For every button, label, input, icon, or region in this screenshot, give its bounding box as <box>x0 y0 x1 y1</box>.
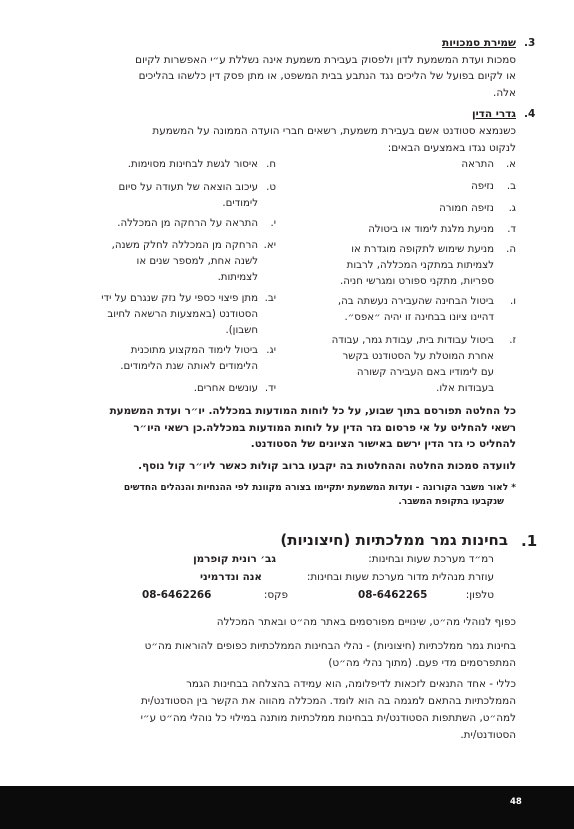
exams-section-title: בחינות גמר ממלכתיות (חיצוניות) <box>280 531 508 549</box>
exams-section-number: 1. <box>521 532 538 550</box>
penalty-text-line: לצמיתות. <box>217 272 258 283</box>
publication-rule-line: רשאי להחליט על אי פרסום גזר הדין על לוחות המודעות במכללה.כן רשאי היו״ר <box>133 422 516 434</box>
phone-number: 08-6462265 <box>358 589 428 601</box>
penalty-text-line: לימודים. <box>222 198 258 209</box>
penalty-text-line: עיכוב הוצאה של תעודה על סיום <box>118 182 258 193</box>
penalty-text-line: חשבון). <box>225 325 258 336</box>
penalty-text-line: הלימודים לאותה שנת הלימודים. <box>120 361 258 372</box>
publication-rule-line: להחליט כי גזר הדין ירשם באישור הציונים של הסטודנט. <box>250 438 516 450</box>
penalty-label: יד. <box>264 383 276 394</box>
penalty-label: ב. <box>506 181 516 192</box>
footer-bar <box>0 786 574 829</box>
publication-rule-line: כל החלטה תפורסם בתוך שבוע, על כל לוחות המודעות במכללה. יו״ר ועדת המשמעת <box>109 405 516 417</box>
penalty-label: י. <box>270 218 276 229</box>
section-3-number: 3. <box>524 37 536 49</box>
exams-paragraph-3-line: כללי - אחד התנאים לזכאות לדיפלומה, הוא עמידה בהצלחה בבחינות הגמר <box>186 678 516 690</box>
penalty-text-line: איסור לגשת לבחינות מסוימות. <box>127 159 258 170</box>
section-3-text-line: אלה. <box>493 87 516 99</box>
penalty-text-line: הרחקה מן המכללה לחלק משנה, <box>111 240 258 251</box>
penalty-text-line: נזיפה חמורה <box>439 203 494 214</box>
penalty-label: ג. <box>508 203 516 214</box>
section-3-text-line: סמכות ועדת המשמעת לדון ולפסוק בעבירת משמעת אינה נשללת ע״י האפשרות לקיום <box>135 54 516 66</box>
penalty-text-line: בעבודות אלו. <box>436 383 494 394</box>
penalty-label: יא. <box>263 240 276 251</box>
penalty-text-line: ביטול הבחינה שהעבירה נעשתה בה, <box>337 296 494 307</box>
penalty-text-line: מתן פיצוי כספי על נזק שנגרם על ידי <box>101 293 258 304</box>
exams-paragraph-3-line: למה״ט, השתתפות הסטודנט/ית בבחינות ממלכתיות מותנה במילוי כל נוהלי מה״ט ע״י <box>140 712 516 724</box>
penalty-text-line: דהיינו ציונו בבחינה זו יהיה ״אפס״. <box>344 312 494 323</box>
exams-paragraph-1: כפוף לנוהלי מה״ט, שינויים מפורסמים באתר מה״ט ובאתר המכללה <box>216 616 516 628</box>
penalty-text-line: לשנה אחת, למספר שנים או <box>136 256 258 267</box>
penalty-label: ה. <box>506 244 516 255</box>
penalty-text-line: הסטודנט (באמצעות הרשאה לחיוב <box>107 309 258 320</box>
section-4-intro-line: כשנמצא סטודנט אשם בעבירת משמעת, רשאים חברי הועדה הממונה על המשמעת <box>152 125 516 137</box>
corona-note-line: שנקבעו בתקופת המשבר. <box>398 497 504 507</box>
penalty-text-line: נזיפה <box>471 181 494 192</box>
section-4-intro-line: לנקוט נגדו באמצעים הבאים: <box>387 142 516 154</box>
penalty-label: ד. <box>507 224 516 235</box>
contact-role-2: עוזרת מנהלית מדור מערכת שעות ובחינות: <box>306 571 494 583</box>
penalty-text-line: עם לימודיו באם העבירה קשורה <box>356 367 494 378</box>
exams-paragraph-2-line: המתפרסמים מדי פעם. (מתוך נהלי מה״ט) <box>328 657 516 669</box>
section-3-title: שמירת סמכויות <box>442 37 516 49</box>
penalty-text-line: מניעת שימוש לתקופה מוגדרת או <box>351 244 494 255</box>
phone-label: טלפון: <box>465 589 494 601</box>
contact-name-1: גב׳ רונית קופרמן <box>193 553 276 565</box>
penalty-label: יב. <box>264 293 276 304</box>
penalty-text-line: אחרת המוטלת על הסטודנט בקשר <box>342 351 494 362</box>
section-4-title: גדרי הדין <box>471 108 516 120</box>
penalty-text-line: לצמיתות במתקני המכללה, לרבות <box>346 260 494 271</box>
contact-name-2: אנה ונדרמיני <box>199 571 262 583</box>
penalty-label: ח. <box>266 159 276 170</box>
section-4-number: 4. <box>524 108 536 120</box>
penalty-text-line: ביטול לימוד המקצוע מתוכנית <box>130 345 258 356</box>
penalty-text-line: ביטול עבודות בית, עבודת גמר, עבודה <box>331 335 494 346</box>
penalty-label: א. <box>505 159 516 170</box>
exams-paragraph-2-line: בחינות גמר ממלכתיות (חיצוניות) - נהלי הבחינות הממלכתיות כפופים להוראות מה״ט <box>144 640 516 652</box>
penalty-text-line: התראה על הרחקה מן המכללה. <box>117 218 258 229</box>
contact-role-1: רמ״ד מערכת שעות ובחינות: <box>368 553 494 565</box>
exams-paragraph-3-line: הממלכתיות בהתאם למגמה בה הוא לומד. המכללה מהווה את הקשר בין הסטודנט/ית <box>140 695 516 707</box>
penalty-text-line: עונשים אחרים. <box>193 383 258 394</box>
voting-rule: לוועדה סמכות החלטה וההחלטות בה יקבעו ברוב קולות כאשר ליו״ר קול נוסף. <box>138 460 516 472</box>
page-number: 48 <box>510 797 522 807</box>
exams-paragraph-3-line: הסטודנט/ית. <box>460 729 516 741</box>
penalty-text-line: התראה <box>461 159 494 170</box>
corona-note-line: * לאור משבר הקורונה - ועדות המשמעת יתקיימו בצורה מקוונת לפי ההנחיות והנהלים החדשים <box>123 483 516 493</box>
penalty-label: ז. <box>509 335 516 346</box>
penalty-text-line: ספריות, מתקני ספורט ומגרשי חניה. <box>339 276 494 287</box>
fax-label: פקס: <box>263 589 288 601</box>
fax-number: 08-6462266 <box>142 589 212 601</box>
penalty-label: ו. <box>509 296 516 307</box>
section-3-text-line: או לקיום בפועל של הליכים נגד הנתבע בבית המשפט, או מתן פסק דין כלשהו בהליכים <box>138 70 516 82</box>
penalty-text-line: מניעת מלגת לימוד או ביטולה <box>368 224 494 235</box>
penalty-label: ט. <box>266 182 276 193</box>
penalty-label: יג. <box>266 345 276 356</box>
